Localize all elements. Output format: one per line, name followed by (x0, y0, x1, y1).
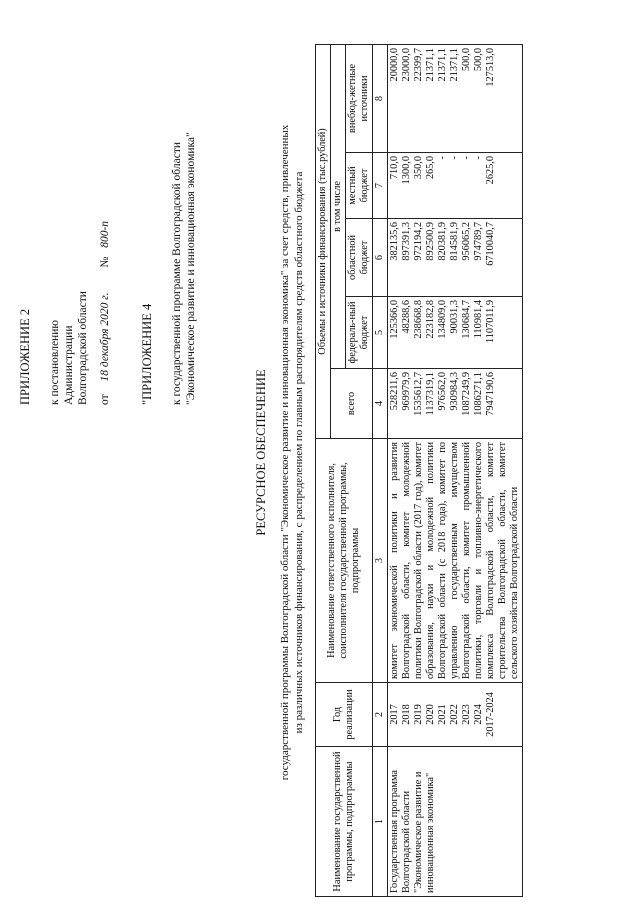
year-value: 2017 (389, 704, 400, 725)
col-number: 7 (373, 153, 388, 219)
offbudget-value: 21371,1 (449, 47, 460, 82)
appendix-resolution-line: к постановлению (49, 320, 61, 405)
federal-cell (388, 297, 523, 369)
local-value: - (473, 156, 484, 160)
header-local: местный бюджет (346, 153, 373, 219)
col-number: 4 (373, 369, 388, 439)
total-value: 7947190,6 (485, 372, 496, 416)
total-value: 1137319,1 (425, 372, 436, 416)
total-value: 1535612,7 (413, 372, 424, 416)
year-value: 2022 (449, 704, 460, 725)
offbudget-value: 127513,0 (485, 47, 496, 87)
total-value: 930984,3 (449, 372, 460, 411)
local-value: - (449, 156, 460, 160)
header-regional: областной бюджет (346, 219, 373, 297)
regional-value: 820381,9 (437, 222, 448, 261)
header-offbudget: внебюд-жетные источники (346, 44, 373, 152)
document-subtitle-line2: из различных источников финансирования, с распределением по главным распорядителям средств областного бюджета (293, 171, 305, 734)
total-cell (388, 369, 523, 439)
federal-value: 1107011,9 (485, 300, 496, 343)
offbudget-value: 23000,0 (401, 47, 412, 82)
appendix4-title: "ПРИЛОЖЕНИЕ 4 (140, 303, 154, 405)
federal-value: 110981,4 (473, 300, 484, 339)
header-year: Год реализации (316, 683, 373, 747)
total-value: 969979,9 (401, 372, 412, 411)
appendix-title: ПРИЛОЖЕНИЕ 2 (18, 308, 32, 405)
header-total: всего (331, 369, 373, 439)
regional-value: 897391,3 (401, 222, 412, 261)
federal-value: 238668,8 (413, 300, 424, 339)
local-value: 710,0 (389, 156, 400, 180)
document-subtitle-line1: государственной программы Волгоградской области "Экономическое развитие и инновационная экономика" за счет средств, привлеченных (279, 124, 291, 781)
total-value: 1087249,9 (461, 372, 472, 416)
resolution-number: 800-п (99, 220, 111, 248)
appendix-date-line (98, 221, 112, 405)
col-number: 5 (373, 297, 388, 369)
col-number: 8 (373, 44, 388, 152)
offbudget-value: 500,0 (461, 47, 472, 72)
year-value: 2017-2024 (485, 692, 496, 737)
local-value: 1300,0 (401, 156, 412, 185)
header-executor: Наименование ответственного исполнителя, соисполнителя государственной программы, подпрограммы (316, 439, 373, 683)
year-value: 2021 (437, 704, 448, 725)
col-number: 6 (373, 219, 388, 297)
header-in-that: в том числе (331, 44, 346, 368)
number-label: № (99, 256, 111, 268)
regional-value: 972194,2 (413, 222, 424, 261)
header-volumes: Объемы и источники финансирования (тыс.рублей) (316, 44, 331, 438)
appendix4-line2: "Экономическое развитие и инновационная экономика" (185, 132, 197, 405)
appendix-admin-line: Администрации (63, 325, 75, 405)
local-cell (388, 153, 523, 219)
document-title: РЕСУРСНОЕ ОБЕСПЕЧЕНИЕ (254, 369, 268, 536)
total-value: 1086271,1 (473, 372, 484, 416)
federal-value: 48288,6 (401, 300, 412, 334)
federal-value: 90031,3 (449, 300, 460, 334)
local-value: 2625,0 (485, 156, 496, 185)
federal-value: 223182,8 (425, 300, 436, 339)
regional-value: 956065,2 (461, 222, 472, 261)
program-cell: Государственная программа Волгоградской области "Экономическое развитие и инновационная экономика" (388, 747, 523, 897)
regional-cell (388, 219, 523, 297)
col-number: 1 (373, 747, 388, 897)
year-value: 2018 (401, 704, 412, 725)
regional-value: 382135,6 (389, 222, 400, 261)
offbudget-value: 21371,1 (425, 47, 436, 82)
regional-value: 974789,7 (473, 222, 484, 261)
appendix-region-line: Волгоградской области (77, 291, 89, 405)
year-value: 2023 (461, 704, 472, 725)
year-value: 2024 (473, 704, 484, 725)
federal-value: 125366,0 (389, 300, 400, 339)
local-value: - (461, 156, 472, 160)
executor-cell: комитет экономической политики и развития Волгоградской области, комитет молодежной политики Волгоградской области (2017 год), комитет образования, науки и молодежной политики Волгоградской области (с 2018 года), комитет по управлению государственным имуществом Волгоградской области, комитет промышленной политики, торговли и топливно-энергетического комплекса Волгоградской области, комитет строительства Волгоградской области, комитет сельского хозяйства Волгоградской области (388, 439, 523, 683)
table-row (388, 44, 523, 896)
col-number: 2 (373, 683, 388, 747)
resolution-date: 18 декабря 2020 г. (99, 292, 111, 382)
resource-table (315, 44, 523, 897)
offbudget-cell (388, 44, 523, 152)
regional-value: 814581,9 (449, 222, 460, 261)
appendix4-line1: к государственной программе Волгоградской области (171, 142, 183, 405)
regional-value: 892500,9 (425, 222, 436, 261)
year-value: 2020 (425, 704, 436, 725)
total-value: 528211,6 (389, 372, 400, 411)
years-cell (388, 683, 523, 747)
local-value: 350,0 (413, 156, 424, 180)
regional-value: 6710040,7 (485, 222, 496, 266)
offbudget-value: 22399,7 (413, 47, 424, 82)
header-federal: федераль-ный бюджет (346, 297, 373, 369)
federal-value: 130684,7 (461, 300, 472, 339)
local-value: 265,0 (425, 156, 436, 180)
col-number: 3 (373, 439, 388, 683)
offbudget-value: 20000,0 (389, 47, 400, 82)
year-value: 2019 (413, 704, 424, 725)
from-label: от (99, 394, 111, 405)
header-program-name: Наименование государственной программы, подпрограммы (316, 747, 373, 897)
offbudget-value: 21371,1 (437, 47, 448, 82)
offbudget-value: 500,0 (473, 47, 484, 72)
total-value: 976562,0 (437, 372, 448, 411)
federal-value: 134809,0 (437, 300, 448, 339)
local-value: - (437, 156, 448, 160)
